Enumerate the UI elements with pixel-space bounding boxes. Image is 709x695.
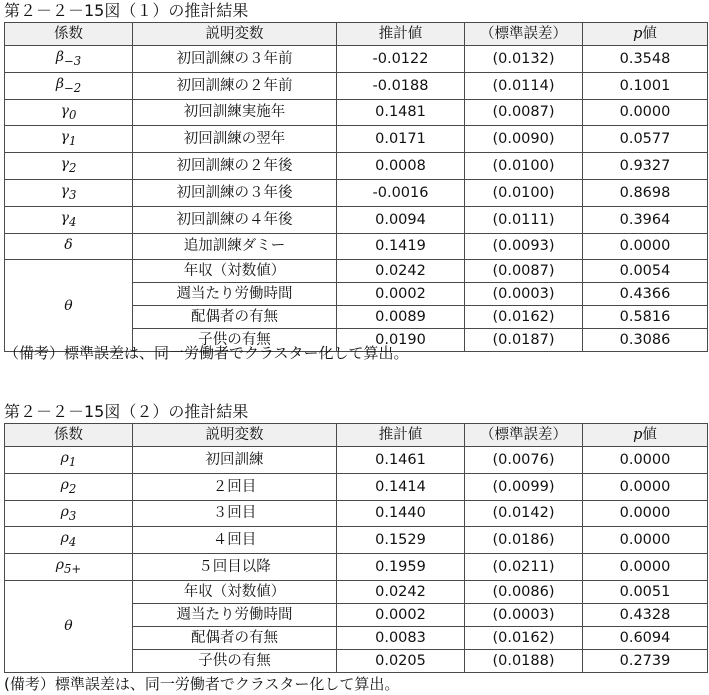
coefficient-subscript: 3: [68, 508, 77, 523]
coefficient-symbol: ρ: [60, 503, 69, 520]
p-value-cell: 0.0051: [583, 580, 708, 603]
variable-cell: 年収（対数値）: [133, 260, 337, 283]
std-error-cell: (0.0087): [465, 260, 583, 283]
table-row: [5, 447, 708, 474]
coefficient-symbol: β: [55, 75, 64, 92]
std-error-cell: (0.0186): [465, 527, 583, 554]
p-value-cell: 0.4366: [583, 283, 708, 306]
p-value-cell: 0.3964: [583, 206, 708, 233]
std-error-cell: (0.0111): [465, 206, 583, 233]
table-row: [5, 46, 708, 73]
estimate-cell: 0.0002: [337, 283, 465, 306]
header-variable: 説明変数: [133, 424, 337, 447]
table-row: [5, 554, 708, 581]
table-row: [5, 179, 708, 206]
p-value-cell: 0.0000: [583, 500, 708, 527]
coefficient-cell: [5, 473, 133, 500]
coefficient-symbol: γ: [60, 156, 69, 173]
estimate-cell: 0.0242: [337, 580, 465, 603]
table-row: [5, 473, 708, 500]
variable-cell: 子供の有無: [133, 649, 337, 672]
coefficient-subscript: 4: [68, 214, 77, 229]
p-value-cell: 0.5816: [583, 306, 708, 329]
estimate-cell: 0.1461: [337, 447, 465, 474]
estimate-cell: -0.0122: [337, 46, 465, 73]
estimate-cell: 0.1414: [337, 473, 465, 500]
header-coefficient: 係数: [5, 23, 133, 46]
variable-cell: 初回訓練実施年: [133, 99, 337, 126]
table-row: [5, 500, 708, 527]
variable-cell: ５回目以降: [133, 554, 337, 581]
std-error-cell: (0.0090): [465, 126, 583, 153]
std-error-cell: (0.0100): [465, 179, 583, 206]
std-error-cell: (0.0100): [465, 153, 583, 180]
variable-cell: 追加訓練ダミー: [133, 233, 337, 260]
p-value-cell: 0.6094: [583, 626, 708, 649]
header-std-error: （標準誤差）: [465, 23, 583, 46]
variable-cell: 週当たり労働時間: [133, 603, 337, 626]
coefficient-symbol: γ: [60, 209, 69, 226]
coefficient-subscript: 3: [68, 187, 77, 202]
estimate-cell: 0.1529: [337, 527, 465, 554]
estimate-cell: 0.1959: [337, 554, 465, 581]
estimate-cell: 0.1440: [337, 500, 465, 527]
p-value-cell: 0.4328: [583, 603, 708, 626]
variable-cell: 初回訓練の３年後: [133, 179, 337, 206]
table-row: [5, 126, 708, 153]
table-row: [5, 527, 708, 554]
coefficient-symbol: ρ: [60, 530, 69, 547]
table-row: [5, 206, 708, 233]
std-error-cell: (0.0093): [465, 233, 583, 260]
header-estimate: 推計値: [337, 23, 465, 46]
coefficient-subscript: 0: [68, 107, 77, 122]
coefficient-subscript: 1: [68, 454, 77, 469]
coefficient-cell: [5, 99, 133, 126]
coefficient-symbol: ρ: [60, 476, 69, 493]
p-value-cell: 0.1001: [583, 72, 708, 99]
coefficient-cell: [5, 447, 133, 474]
p-value-cell: 0.3548: [583, 46, 708, 73]
p-symbol: p: [633, 26, 643, 42]
coefficient-subscript: −3: [63, 53, 82, 68]
table-row: [5, 580, 708, 603]
p-value-cell: 0.9327: [583, 153, 708, 180]
header-p-value: [583, 23, 708, 46]
table-row: [5, 153, 708, 180]
header-std-error: （標準誤差）: [465, 424, 583, 447]
coefficient-cell: [5, 126, 133, 153]
p-value-cell: 0.8698: [583, 179, 708, 206]
coefficient-symbol: γ: [60, 102, 69, 119]
variable-cell: 初回訓練の４年後: [133, 206, 337, 233]
variable-cell: 配偶者の有無: [133, 626, 337, 649]
estimate-cell: 0.0205: [337, 649, 465, 672]
coefficient-cell: [5, 554, 133, 581]
coefficient-symbol: γ: [60, 182, 69, 199]
std-error-cell: (0.0076): [465, 447, 583, 474]
variable-cell: ２回目: [133, 473, 337, 500]
coefficient-subscript: 1: [68, 134, 77, 149]
table-row: [5, 233, 708, 260]
std-error-cell: (0.0086): [465, 580, 583, 603]
coefficient-cell: [5, 72, 133, 99]
variable-cell: 初回訓練の２年後: [133, 153, 337, 180]
p-value-cell: 0.0000: [583, 554, 708, 581]
coefficient-subscript: 4: [68, 535, 77, 550]
table-row: [5, 99, 708, 126]
coefficient-symbol: ρ: [55, 557, 65, 574]
estimate-cell: -0.0016: [337, 179, 465, 206]
coefficient-cell: [5, 527, 133, 554]
std-error-cell: (0.0003): [465, 283, 583, 306]
header-coefficient: 係数: [5, 424, 133, 447]
header-variable: 説明変数: [133, 23, 337, 46]
coefficient-symbol: γ: [60, 129, 69, 146]
header-row: [5, 424, 708, 447]
p-value-cell: 0.0577: [583, 126, 708, 153]
coefficient-symbol: δ: [64, 236, 73, 253]
variable-cell: 初回訓練の翌年: [133, 126, 337, 153]
variable-cell: ３回目: [133, 500, 337, 527]
p-suffix: 値: [642, 26, 657, 42]
variable-cell: 年収（対数値）: [133, 580, 337, 603]
coefficient-subscript: 5+: [64, 561, 82, 576]
estimate-cell: 0.0094: [337, 206, 465, 233]
estimate-cell: 0.0008: [337, 153, 465, 180]
p-value-cell: 0.0000: [583, 473, 708, 500]
header-row: [5, 23, 708, 46]
coefficient-subscript: −2: [63, 80, 82, 95]
header-estimate: 推計値: [337, 424, 465, 447]
p-value-cell: 0.3086: [583, 329, 708, 352]
p-value-cell: 0.0000: [583, 99, 708, 126]
estimate-cell: 0.1419: [337, 233, 465, 260]
table-title: 第２－２－15図（１）の推計結果: [4, 1, 249, 20]
theta-coefficient-cell: θ: [5, 260, 133, 352]
estimate-cell: 0.1481: [337, 99, 465, 126]
table-title: 第２－２－15図（２）の推計結果: [4, 402, 249, 421]
std-error-cell: (0.0003): [465, 603, 583, 626]
variable-cell: 初回訓練の２年前: [133, 72, 337, 99]
table-note: (備考）標準誤差は、同一労働者でクラスター化して算出。: [4, 675, 400, 693]
coefficient-cell: [5, 153, 133, 180]
theta-coefficient-cell: θ: [5, 580, 133, 672]
estimate-cell: 0.0242: [337, 260, 465, 283]
table-row: [5, 260, 708, 283]
coefficient-subscript: 2: [68, 481, 77, 496]
coefficient-cell: [5, 500, 133, 527]
coefficient-subscript: 2: [68, 160, 77, 175]
coefficient-cell: [5, 233, 133, 260]
variable-cell: 週当たり労働時間: [133, 283, 337, 306]
estimate-cell: 0.0002: [337, 603, 465, 626]
variable-cell: ４回目: [133, 527, 337, 554]
coefficient-cell: [5, 206, 133, 233]
p-value-cell: 0.0000: [583, 447, 708, 474]
estimate-cell: 0.0089: [337, 306, 465, 329]
std-error-cell: (0.0211): [465, 554, 583, 581]
estimate-cell: -0.0188: [337, 72, 465, 99]
table-row: [5, 72, 708, 99]
header-p-value: [583, 424, 708, 447]
std-error-cell: (0.0162): [465, 626, 583, 649]
coefficient-symbol: ρ: [60, 450, 69, 466]
std-error-cell: (0.0087): [465, 99, 583, 126]
p-suffix: 値: [642, 427, 657, 443]
std-error-cell: (0.0162): [465, 306, 583, 329]
variable-cell: 配偶者の有無: [133, 306, 337, 329]
coefficient-symbol: β: [55, 49, 64, 65]
estimate-cell: 0.0190: [337, 329, 465, 352]
std-error-cell: (0.0188): [465, 649, 583, 672]
p-value-cell: 0.2739: [583, 649, 708, 672]
p-value-cell: 0.0000: [583, 233, 708, 260]
table-note: （備考）標準誤差は、同一労働者でクラスター化して算出。: [4, 344, 409, 362]
std-error-cell: (0.0114): [465, 72, 583, 99]
variable-cell: 初回訓練の３年前: [133, 46, 337, 73]
coefficient-cell: [5, 46, 133, 73]
results-table: [4, 423, 708, 673]
results-table: [4, 22, 708, 352]
std-error-cell: (0.0132): [465, 46, 583, 73]
p-symbol: p: [633, 427, 643, 443]
std-error-cell: (0.0099): [465, 473, 583, 500]
coefficient-cell: [5, 179, 133, 206]
estimate-cell: 0.0171: [337, 126, 465, 153]
variable-cell: 初回訓練: [133, 447, 337, 474]
std-error-cell: (0.0142): [465, 500, 583, 527]
p-value-cell: 0.0054: [583, 260, 708, 283]
variable-cell: 子供の有無: [133, 329, 337, 352]
estimate-cell: 0.0083: [337, 626, 465, 649]
p-value-cell: 0.0000: [583, 527, 708, 554]
std-error-cell: (0.0187): [465, 329, 583, 352]
